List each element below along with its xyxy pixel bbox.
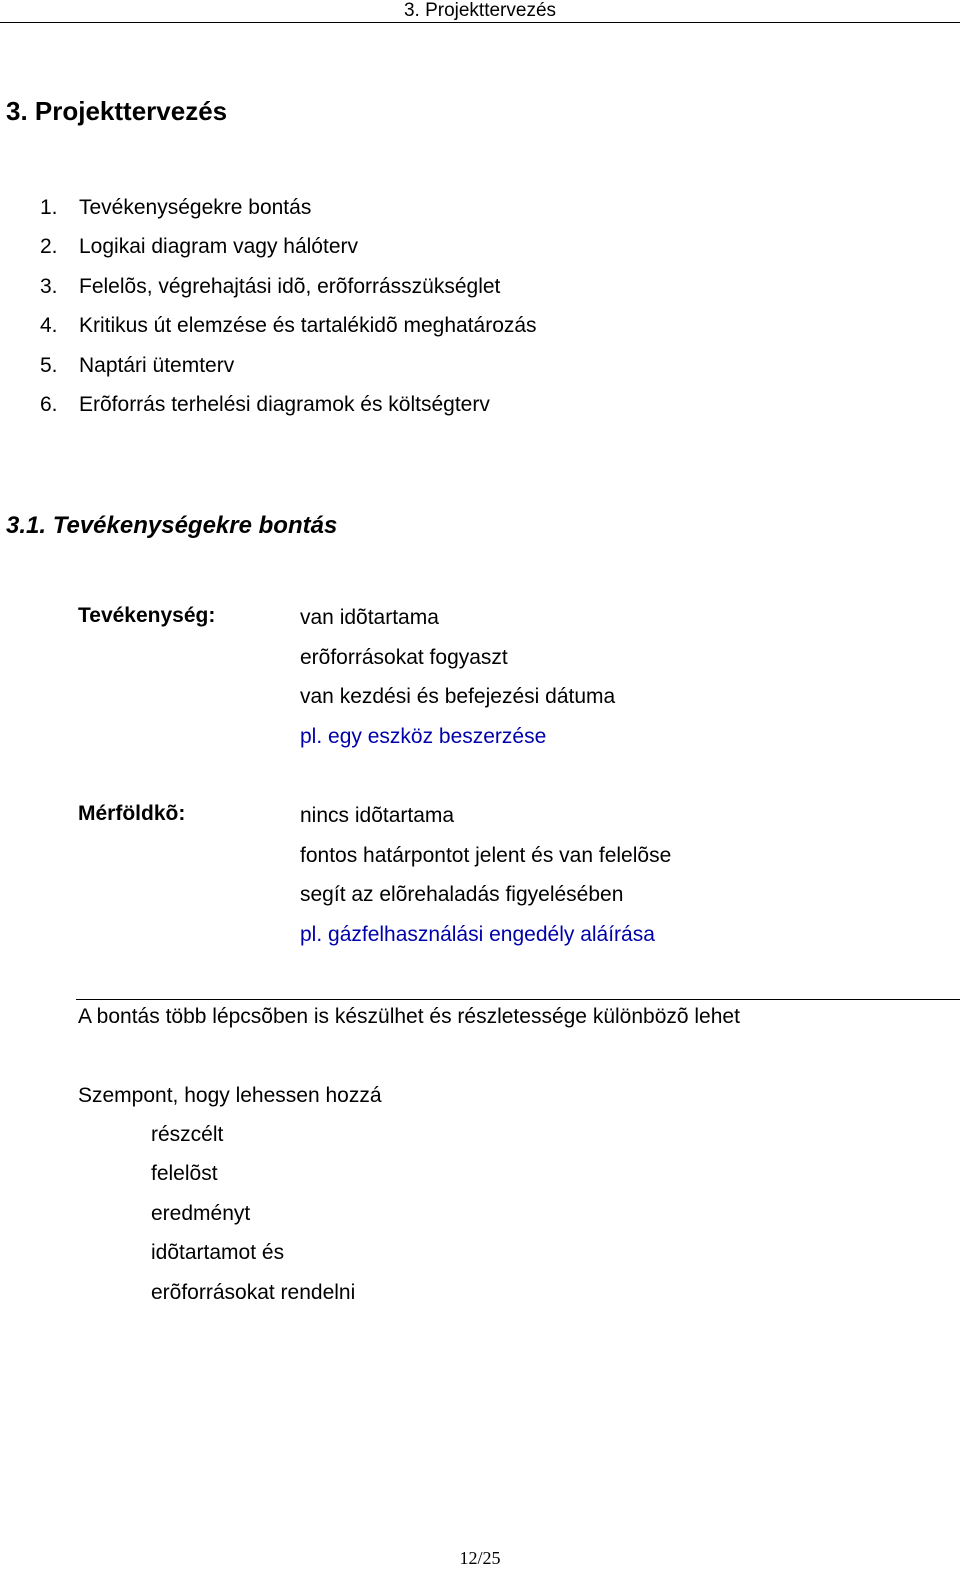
milestone-definition-list bbox=[300, 802, 671, 960]
definition-item: van kezdési és befejezési dátuma bbox=[300, 685, 616, 708]
toc-item bbox=[40, 233, 537, 272]
activity-example: pl. egy eszköz beszerzése bbox=[300, 724, 547, 748]
toc-item-label: Erõforrás terhelési diagramok és költségterv bbox=[79, 392, 490, 416]
toc-item-label: Kritikus út elemzése és tartalékidõ meghatározás bbox=[79, 314, 537, 338]
toc-item-number: 6. bbox=[40, 392, 58, 416]
activity-term: Tevékenység: bbox=[78, 604, 216, 627]
toc-item-number: 5. bbox=[40, 353, 58, 377]
toc-item-label: Felelõs, végrehajtási idõ, erõforrásszükséglet bbox=[79, 274, 501, 298]
toc-item-number: 4. bbox=[40, 314, 58, 338]
breakdown-note: A bontás több lépcsõben is készülhet és részletessége különbözõ lehet bbox=[78, 1005, 740, 1028]
running-header-title: 3. Projekttervezés bbox=[403, 0, 557, 21]
milestone-term: Mérföldkõ: bbox=[78, 802, 186, 825]
definition-item: erõforrásokat fogyaszt bbox=[300, 645, 508, 669]
criteria-list bbox=[151, 1121, 355, 1318]
toc-item bbox=[40, 273, 537, 312]
page-title: 3. Projekttervezés bbox=[6, 96, 228, 126]
toc-item bbox=[40, 312, 537, 351]
section-heading: 3.1. Tevékenységekre bontás bbox=[6, 512, 338, 539]
activity-definition-list bbox=[300, 604, 615, 762]
definition-item: segít az elõrehaladás figyelésében bbox=[300, 883, 624, 906]
criteria-item: felelõst bbox=[151, 1162, 218, 1186]
criteria-item: erõforrásokat rendelni bbox=[151, 1280, 356, 1304]
toc-item-number: 2. bbox=[40, 235, 58, 259]
running-header bbox=[0, 0, 960, 23]
definition-item: fontos határpontot jelent és van felelõse bbox=[300, 843, 672, 867]
criteria-item: részcélt bbox=[151, 1123, 224, 1146]
toc-item-number: 1. bbox=[40, 196, 58, 219]
horizontal-divider bbox=[76, 999, 960, 1000]
criteria-item: idõtartamot és bbox=[151, 1241, 285, 1265]
toc-item bbox=[40, 391, 537, 430]
definition-item: van idõtartama bbox=[300, 606, 439, 629]
toc-item-label: Tevékenységekre bontás bbox=[79, 196, 312, 219]
toc-item-label: Naptári ütemterv bbox=[79, 353, 235, 377]
page-number: 12/25 bbox=[459, 1548, 501, 1568]
criteria-intro: Szempont, hogy lehessen hozzá bbox=[78, 1084, 382, 1107]
toc-item bbox=[40, 352, 537, 391]
milestone-example: pl. gázfelhasználási engedély aláírása bbox=[300, 922, 655, 946]
definition-item: nincs idõtartama bbox=[300, 804, 455, 827]
toc-item-number: 3. bbox=[40, 274, 58, 298]
toc-item-label: Logikai diagram vagy hálóterv bbox=[79, 235, 358, 259]
criteria-item: eredményt bbox=[151, 1201, 251, 1225]
table-of-contents bbox=[40, 194, 537, 430]
toc-item bbox=[40, 194, 537, 233]
